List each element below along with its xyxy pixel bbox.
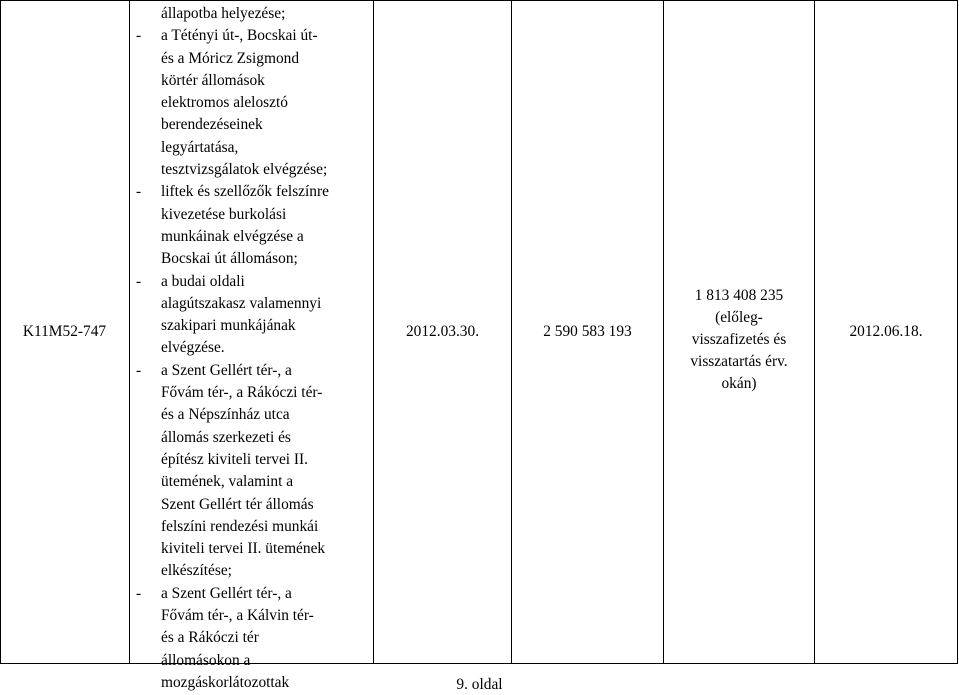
description-text: kiviteli tervei II. ütemének xyxy=(161,540,326,558)
description-text: és a Rákóczi tér xyxy=(161,629,259,647)
paid-amount-line: visszafizetés és xyxy=(691,331,787,348)
description-line xyxy=(130,181,372,203)
paid-amount-line: okán) xyxy=(721,375,757,392)
bullet-dash: - xyxy=(136,361,142,379)
contract-amount-cell xyxy=(512,0,663,664)
description-line xyxy=(130,204,372,226)
description-line xyxy=(130,538,372,560)
description-line xyxy=(130,360,372,382)
table-border-right xyxy=(957,0,958,664)
description-line xyxy=(130,248,372,270)
description-line xyxy=(130,627,372,649)
description-text: körtér állomások xyxy=(161,71,265,89)
description-text: legyártatása, xyxy=(161,138,239,156)
contract-id-cell xyxy=(0,0,129,664)
description-text: alagútszakasz valamennyi xyxy=(161,294,322,312)
paid-amount-line: (előleg- xyxy=(715,309,763,326)
description-text: Bocskai út állomáson; xyxy=(161,250,298,268)
paid-amount-cell xyxy=(664,0,814,664)
description-text: felszíni rendezési munkái xyxy=(161,517,319,535)
description-text: elkészítése; xyxy=(161,562,232,580)
contract-amount: 2 590 583 193 xyxy=(543,323,632,340)
description-line xyxy=(130,70,372,92)
description-line xyxy=(130,650,372,672)
description-text: állapotba helyezése; xyxy=(161,5,286,22)
description-line xyxy=(130,494,372,516)
bullet-dash: - xyxy=(136,183,142,201)
description-text: állomásokon a xyxy=(161,651,251,669)
description-line xyxy=(130,25,372,47)
description-line xyxy=(130,471,372,493)
description-text: a Szent Gellért tér-, a xyxy=(161,361,292,379)
description-text: mozgáskorlátozottak xyxy=(161,673,290,691)
description-text: állomás szerkezeti és xyxy=(161,428,291,446)
contract-id: K11M52-747 xyxy=(22,323,107,340)
paid-amount-line: visszatartás érv. xyxy=(690,353,788,370)
description-text: kivezetése burkolási xyxy=(161,205,287,223)
description-line xyxy=(130,404,372,426)
description-line xyxy=(130,271,372,293)
description-line xyxy=(130,516,372,538)
description-line xyxy=(130,449,372,471)
description-text: Fővám tér-, a Rákóczi tér- xyxy=(161,384,323,402)
description-line xyxy=(130,337,372,359)
description-text: liftek és szellőzők felszínre xyxy=(161,183,329,201)
description-text: berendezéseinek xyxy=(161,116,263,134)
page-number: 9. oldal xyxy=(456,676,503,693)
description-line xyxy=(130,114,372,136)
paid-amount-line: 1 813 408 235 xyxy=(694,287,784,304)
contract-date: 2012.03.30. xyxy=(405,323,480,340)
description-line xyxy=(130,560,372,582)
bullet-dash: - xyxy=(136,272,142,290)
description-text: és a Móricz Zsigmond xyxy=(161,49,300,67)
bullet-dash: - xyxy=(136,584,142,602)
description-text: Fővám tér-, a Kálvin tér- xyxy=(161,607,314,625)
description-text: tesztvizsgálatok elvégzése; xyxy=(161,161,328,179)
description-cell xyxy=(130,3,372,694)
description-text: építész kiviteli tervei II. xyxy=(161,450,309,468)
description-text: elektromos alelosztó xyxy=(161,94,288,112)
description-text: elvégzése. xyxy=(161,339,225,357)
description-line xyxy=(130,583,372,605)
description-line xyxy=(130,48,372,70)
description-line xyxy=(130,159,372,181)
description-line xyxy=(130,137,372,159)
completion-date-cell xyxy=(815,0,957,664)
description-text: Szent Gellért tér állomás xyxy=(161,495,314,513)
bullet-dash: - xyxy=(136,27,142,45)
description-text: szakipari munkájának xyxy=(161,317,296,335)
description-text: a budai oldali xyxy=(161,272,245,290)
contract-date-cell xyxy=(374,0,511,664)
description-line xyxy=(130,293,372,315)
description-line xyxy=(130,315,372,337)
description-line xyxy=(130,92,372,114)
description-line xyxy=(130,3,372,25)
description-line xyxy=(130,605,372,627)
description-line xyxy=(130,226,372,248)
description-text: a Tétényi út-, Bocskai út- xyxy=(161,27,318,45)
description-text: a Szent Gellért tér-, a xyxy=(161,584,292,602)
description-text: ütemének, valamint a xyxy=(161,473,294,491)
description-line xyxy=(130,382,372,404)
description-text: munkáinak elvégzése a xyxy=(161,227,304,245)
description-line xyxy=(130,427,372,449)
completion-date: 2012.06.18. xyxy=(849,323,923,340)
description-text: és a Népszínház utca xyxy=(161,406,290,424)
